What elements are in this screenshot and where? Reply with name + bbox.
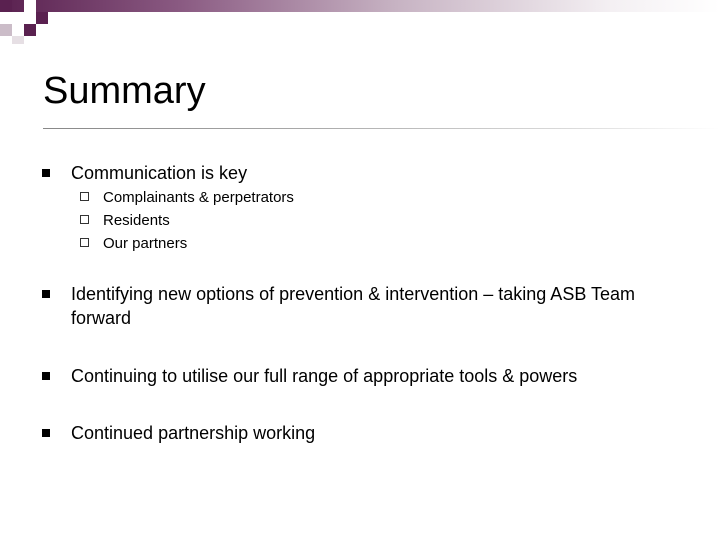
bullet-item xyxy=(42,161,682,185)
decor-square xyxy=(24,24,36,36)
slide-title: Summary xyxy=(43,70,206,112)
sub-bullet-item xyxy=(80,186,580,209)
bullet-item xyxy=(42,364,682,388)
sub-bullet-text: Complainants & perpetrators xyxy=(103,189,294,206)
bullet-item xyxy=(42,282,662,330)
hollow-square-bullet-icon xyxy=(80,238,89,247)
sub-bullet-text: Our partners xyxy=(103,235,188,252)
sub-bullet-text: Residents xyxy=(103,212,170,229)
decor-square xyxy=(24,0,36,12)
bullet-text: Continuing to utilise our full range of appropriate tools & powers xyxy=(71,366,578,386)
hollow-square-bullet-icon xyxy=(80,192,89,201)
decor-square xyxy=(36,12,48,24)
title-underline xyxy=(43,128,720,129)
bullet-text: Identifying new options of prevention & intervention – taking ASB Team forward xyxy=(71,284,636,328)
bullet-item xyxy=(42,421,682,445)
square-bullet-icon xyxy=(42,372,50,380)
decor-square xyxy=(12,12,24,24)
square-bullet-icon xyxy=(42,169,50,177)
square-bullet-icon xyxy=(42,429,50,437)
hollow-square-bullet-icon xyxy=(80,215,89,224)
sub-bullet-item xyxy=(80,209,580,232)
header-gradient-band xyxy=(0,0,720,12)
bullet-text: Continued partnership working xyxy=(71,423,316,443)
bullet-text: Communication is key xyxy=(71,163,248,183)
decor-square xyxy=(0,24,12,36)
decor-square xyxy=(0,0,12,12)
decor-square xyxy=(12,36,24,44)
sub-bullet-item xyxy=(80,232,580,255)
square-bullet-icon xyxy=(42,290,50,298)
